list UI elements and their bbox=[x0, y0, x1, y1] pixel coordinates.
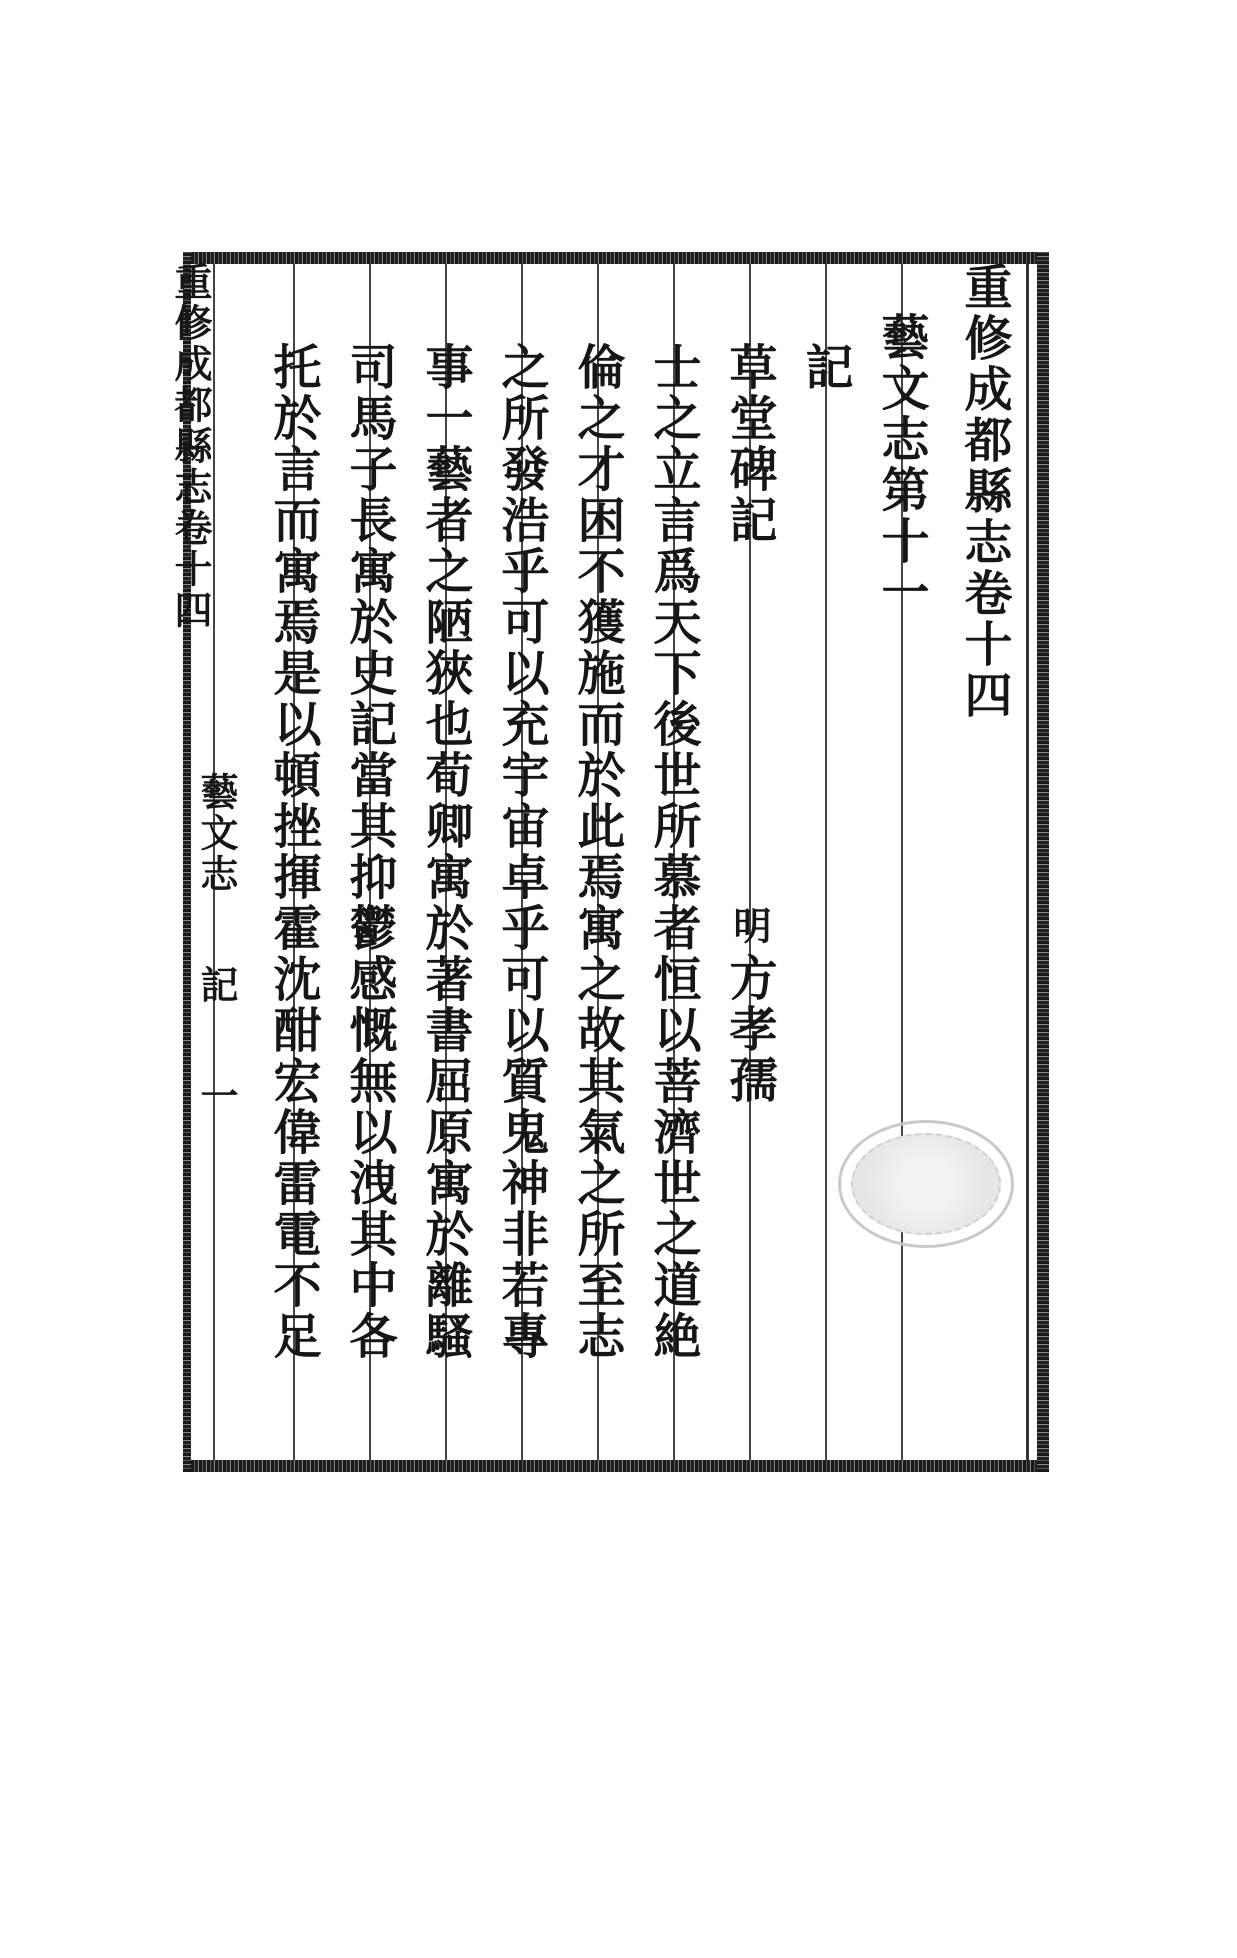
body-line bbox=[559, 342, 635, 1528]
section-title-column bbox=[863, 312, 939, 1498]
article-title-column bbox=[711, 342, 787, 1528]
inner-right-rule bbox=[1026, 264, 1029, 1460]
body-line-text: 托於言而寓焉是以頓挫揮霍沈酣宏偉雷電不足 bbox=[265, 342, 321, 1362]
category-heading: 記 bbox=[797, 342, 853, 393]
book-title: 重修成都縣志卷十四 bbox=[956, 262, 1012, 721]
category-column bbox=[787, 342, 863, 1528]
body-line bbox=[483, 342, 559, 1528]
margin-category: 記 bbox=[194, 965, 239, 1006]
article-title: 草堂碑記 bbox=[721, 342, 777, 546]
margin-page-number: 一 bbox=[194, 1076, 239, 1117]
body-line bbox=[331, 342, 407, 1528]
margin-column-lower bbox=[181, 772, 251, 1958]
body-line bbox=[407, 342, 483, 1528]
top-border bbox=[183, 252, 1049, 264]
body-line-text: 司馬子長寓於史記當其抑鬱感慨無以洩其中各 bbox=[341, 342, 397, 1362]
body-line-text: 士之立言爲天下後世所慕者恒以菩濟世之道絶 bbox=[645, 342, 701, 1362]
body-line bbox=[255, 342, 331, 1528]
section-title: 藝文志第十一 bbox=[873, 312, 929, 618]
margin-section: 藝文志 bbox=[194, 772, 239, 895]
library-seal-stamp bbox=[838, 1120, 1014, 1248]
printed-page-frame bbox=[168, 252, 1049, 1472]
body-line-text: 倫之才困不獲施而於此焉寓之故其氣之所至志 bbox=[569, 342, 625, 1362]
body-line-text: 之所發浩乎可以充宇宙卓乎可以質鬼神非若專 bbox=[493, 342, 549, 1362]
seal-inner bbox=[851, 1133, 1001, 1235]
body-line bbox=[635, 342, 711, 1528]
book-title-column bbox=[946, 262, 1022, 1448]
author-dynasty: 明 bbox=[727, 906, 772, 947]
author-name: 方孝孺 bbox=[721, 953, 777, 1106]
right-border bbox=[1037, 252, 1049, 1472]
body-line-text: 事一藝者之陋狹也荀卿寓於著書屈原寓於離騷 bbox=[417, 342, 473, 1362]
margin-book-title: 重修成都縣志卷十四 bbox=[168, 262, 213, 631]
